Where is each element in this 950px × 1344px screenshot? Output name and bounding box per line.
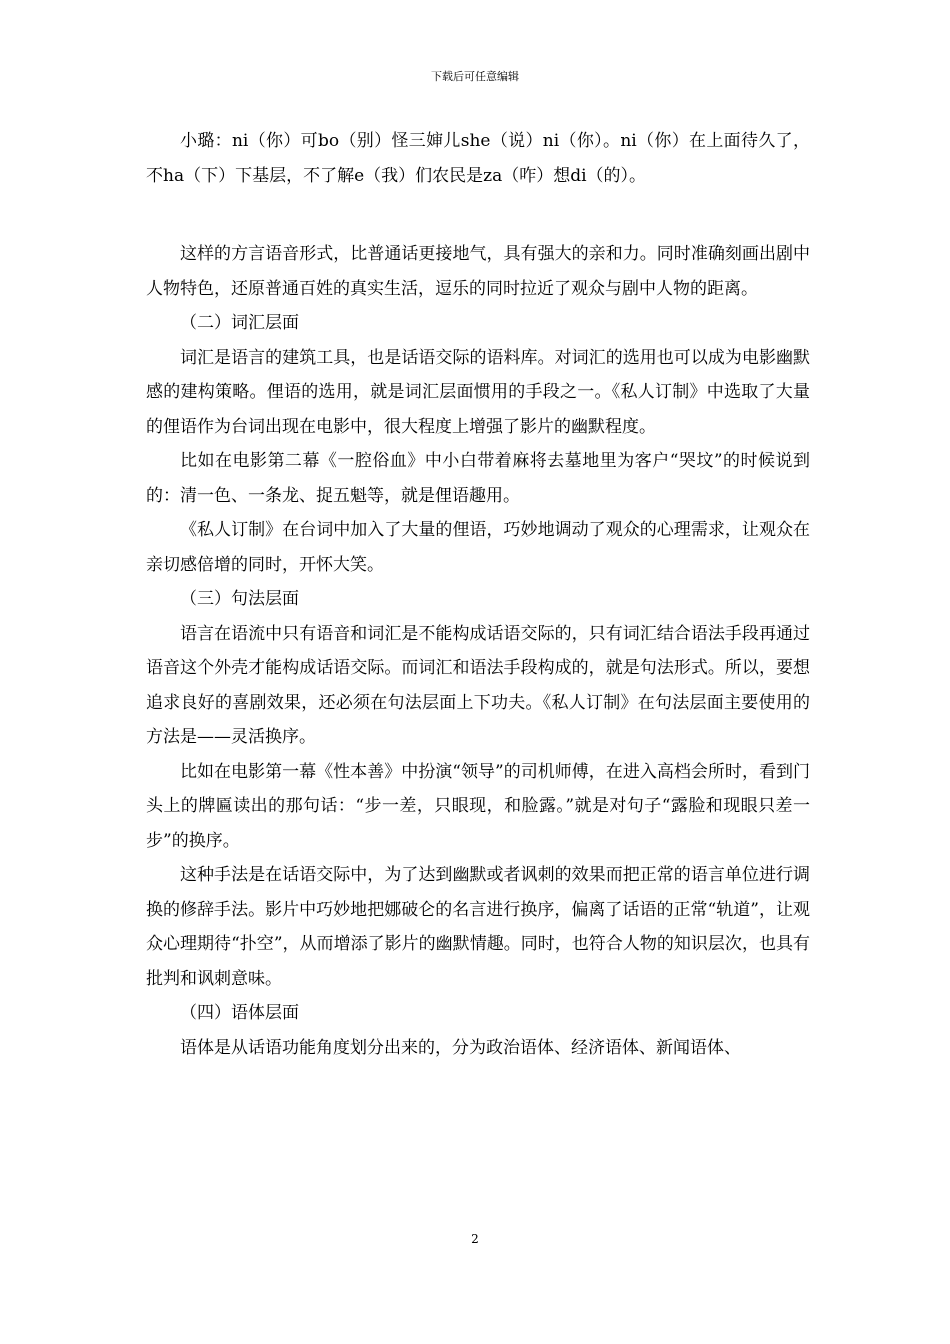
paragraph-gap	[146, 193, 810, 237]
paragraph-dialect-effect: 这样的方言语音形式，比普通话更接地气，具有强大的亲和力。同时准确刻画出剧中人物特色，还原普通百姓的真实生活，逗乐的同时拉近了观众与剧中人物的距离。	[146, 244, 810, 299]
paragraph-syntax-example: 比如在电影第一幕《性本善》中扮演“领导”的司机师傅，在进入高档会所时，看到门头上的牌匾读出的那句话：“步一差，只眼现，和脸露。”就是对句子“露脸和现眼只差一步”的换序。	[146, 761, 810, 851]
paragraph-syntax-intro: 语言在语流中只有语音和词汇是不能构成话语交际的，只有词汇结合语法手段再通过语音这个外壳才能构成话语交际。而词汇和语法手段构成的，就是句法形式。所以，要想追求良好的喜剧效果，还必须在句法层面上下功夫。《私人订制》在句法层面主要使用的方法是——灵活换序。	[146, 623, 810, 747]
paragraph-syntax-summary: 这种手法是在话语交际中，为了达到幽默或者讽刺的效果而把正常的语言单位进行调换的修辞手法。影片中巧妙地把娜破仑的名言进行换序，偏离了话语的正常“轨道”，让观众心理期待“扑空”，从而增添了影片的幽默情趣。同时，也符合人物的知识层次，也具有批判和讽刺意味。	[146, 865, 810, 989]
paragraph-vocabulary-summary: 《私人订制》在台词中加入了大量的俚语，巧妙地调动了观众的心理需求，让观众在亲切感倍增的同时，开怀大笑。	[146, 520, 810, 575]
page-header: 下载后可任意编辑	[431, 70, 519, 83]
paragraph-vocabulary-example: 比如在电影第二幕《一腔俗血》中小白带着麻将去墓地里为客户“哭坟”的时候说到的：清一色、一条龙、捉五魁等，就是俚语趣用。	[146, 451, 810, 506]
section-heading-syntax: （三）句法层面	[180, 589, 299, 609]
page-number: 2	[471, 1232, 479, 1246]
paragraph-register-intro: 语体是从话语功能角度划分出来的，分为政治语体、经济语体、新闻语体、	[180, 1037, 741, 1058]
paragraph-vocabulary-intro: 词汇是语言的建筑工具，也是话语交际的语料库。对词汇的选用也可以成为电影幽默感的建构策略。俚语的选用，就是词汇层面惯用的手段之一。《私人订制》中选取了大量的俚语作为台词出现在电影中，很大程度上增强了影片的幽默程度。	[146, 347, 810, 437]
section-heading-vocabulary: （二）词汇层面	[180, 313, 299, 333]
paragraph-dialect-dialogue: 小璐：ni（你）可bo（别）怪三婶儿she（说）ni（你）。ni（你）在上面待久了，不ha（下）下基层，不了解e（我）们农民是za（咋）想di（的）。	[146, 131, 810, 186]
document-body	[146, 124, 810, 1065]
section-heading-register: （四）语体层面	[180, 1003, 299, 1023]
